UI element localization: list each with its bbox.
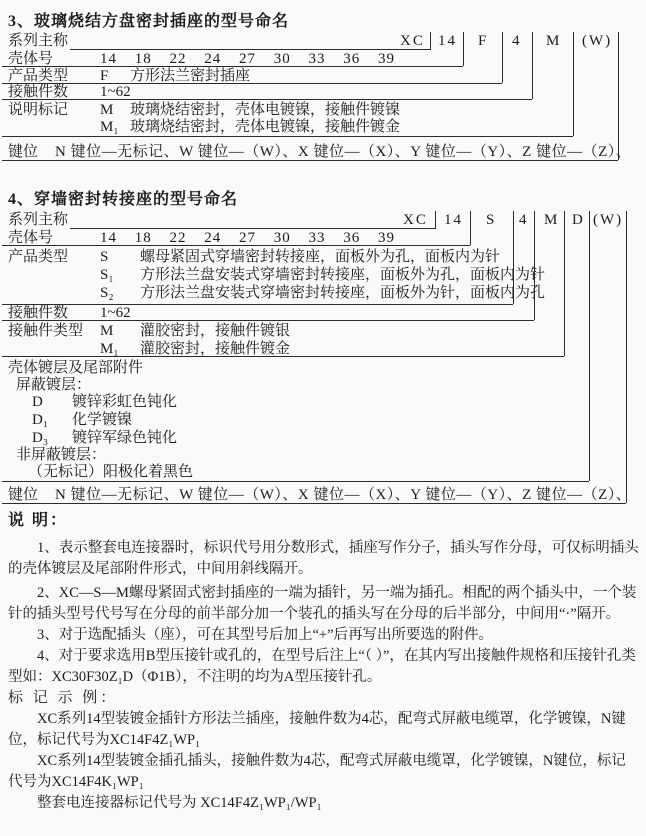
plating-block-label: 壳体镀层及尾部附件 bbox=[8, 360, 144, 376]
code-box-plating: D bbox=[572, 212, 585, 228]
row-ptype-label: 产品类型 bbox=[8, 249, 69, 265]
shield-plating-label: 屏蔽镀层： bbox=[16, 377, 92, 393]
row-contacts-value: 1~62 bbox=[100, 84, 131, 100]
code-box-count: 4 bbox=[519, 212, 529, 228]
row-shell-values: 14 18 22 24 27 30 33 36 39 bbox=[100, 230, 395, 246]
connector-hline bbox=[2, 356, 564, 357]
ctype-item-desc: 灌胶密封，接触件镀银 bbox=[140, 323, 291, 339]
connector-hline bbox=[2, 481, 589, 482]
connector-hline bbox=[2, 503, 626, 504]
connector-vline bbox=[470, 211, 471, 245]
row-series-label: 系列主称 bbox=[8, 33, 69, 49]
connector-vline bbox=[626, 211, 627, 503]
connector-hline bbox=[2, 83, 502, 84]
note-item: 4、对于要求选用B型压接针或孔的，在型号后注上“（ ）”，在其内写出接触件规格和压接针孔类型如：XC30F30Z₁D（Φ1B），不注明的均为A型压接针孔。 bbox=[8, 648, 636, 685]
connector-hline bbox=[2, 136, 573, 137]
connector-hline bbox=[2, 160, 618, 161]
row-keying-value: N 键位—无标记、W 键位—（W）、X 键位—（X）、Y 键位—（Y）、Z 键位—（Z）、 bbox=[55, 487, 632, 503]
connector-vline bbox=[618, 32, 619, 160]
row-series-label: 系列主称 bbox=[8, 212, 69, 228]
connector-vline bbox=[564, 211, 565, 356]
code-box-ctype: M bbox=[544, 212, 560, 228]
marking-item-code: M₁ bbox=[100, 119, 119, 135]
example-item: 整套电连接器标记代号为 XC14F4Z₁WP₁/WP₁ bbox=[37, 795, 322, 811]
row-ptype-code: F bbox=[100, 68, 109, 84]
connector-hline bbox=[2, 66, 463, 67]
row-keying-label: 键位 bbox=[8, 144, 39, 160]
section4-title: 4、穿墙密封转接座的型号命名 bbox=[8, 191, 239, 208]
connector-vline bbox=[534, 211, 535, 320]
connector-vline bbox=[430, 32, 431, 50]
nonshield-plating-desc: （无标记）阳极化着黑色 bbox=[28, 464, 194, 480]
ctype-item-code: M₁ bbox=[100, 341, 119, 357]
row-shell-label: 壳体号 bbox=[8, 51, 54, 67]
ptype-item-desc: 方形法兰盘安装式穿墙密封转接座，面板外为孔，面板内为针 bbox=[140, 267, 546, 283]
code-box-count: 4 bbox=[512, 33, 522, 49]
connector-vline bbox=[435, 211, 436, 229]
note-item: 2、XC—S—M螺母紧固式密封插座的一端为插针，另一端为插孔。相配的两个插头中，一个装针的插头型号代号写在分母的前半部分加一个装孔的插头写在分母的后半部分，中间用“·”隔开。 bbox=[8, 585, 637, 622]
connector-vline bbox=[589, 211, 590, 481]
ptype-item-desc: 方形法兰盘安装式穿墙密封转接座，面板外为针，面板内为孔 bbox=[140, 285, 546, 301]
row-shell-label: 壳体号 bbox=[8, 230, 54, 246]
plating-item-code: D₁ bbox=[32, 412, 49, 428]
ptype-item-code: S₂ bbox=[100, 285, 114, 301]
plating-item-code: D bbox=[32, 394, 43, 410]
plating-item-desc: 化学镀镍 bbox=[72, 412, 133, 428]
row-ptype-label: 产品类型 bbox=[8, 68, 69, 84]
connector-hline bbox=[70, 228, 435, 229]
row-contacts-label: 接触件数 bbox=[8, 84, 69, 100]
example-item: XC系列14型装镀金插孔插头，接触件数为4芯，配弯式屏蔽电缆罩，化学镀镍，N键位，标记代号为XC14F4K₁WP₁ bbox=[8, 753, 626, 790]
connector-hline bbox=[2, 245, 470, 246]
ctype-item-code: M bbox=[100, 323, 114, 339]
notes-section bbox=[8, 510, 640, 814]
notes-title: 说 明： bbox=[8, 512, 69, 529]
section3-title: 3、玻璃烧结方盘密封插座的型号命名 bbox=[8, 13, 290, 30]
connector-vline bbox=[573, 32, 574, 136]
connector-hline bbox=[2, 304, 513, 305]
row-ctype-label: 接触件类型 bbox=[8, 323, 84, 339]
connector-vline bbox=[532, 32, 533, 99]
note-item: 1、表示整套电连接器时，标识代号用分数形式，插座写作分子，插头写作分母，可仅标明插头的壳体镀层及尾部附件形式，中间用斜线隔开。 bbox=[8, 540, 639, 577]
ptype-item-code: S bbox=[100, 249, 109, 265]
connector-hline bbox=[2, 99, 532, 100]
ptype-item-desc: 螺母紧固式穿墙密封转接座，面板外为孔，面板内为针 bbox=[140, 249, 501, 265]
code-box-shell: 14 bbox=[444, 212, 463, 228]
code-box-series: XC bbox=[403, 212, 428, 228]
note-item: 3、对于选配插头（座），可在其型号后加上“+”后再写出所要选的附件。 bbox=[37, 627, 494, 643]
code-box-shell: 14 bbox=[438, 33, 457, 49]
code-box-keying: (W) bbox=[593, 212, 624, 228]
example-title: 标 记 示 例： bbox=[8, 690, 119, 706]
ctype-item-desc: 灌胶密封，接触件镀金 bbox=[140, 341, 291, 357]
example-item: XC系列14型装镀金插针方形法兰插座，接触件数为4芯，配弯式屏蔽电缆罩，化学镀镍，N键位，标记代号为XC14F4Z₁WP₁ bbox=[8, 711, 626, 748]
row-ptype-desc: 方形法兰密封插座 bbox=[130, 68, 251, 84]
connector-vline bbox=[463, 32, 464, 66]
code-box-keying: (W) bbox=[582, 33, 613, 49]
ptype-item-code: S₁ bbox=[100, 267, 114, 283]
connector-hline bbox=[2, 320, 534, 321]
code-box-series: XC bbox=[400, 33, 425, 49]
connector-vline bbox=[502, 32, 503, 83]
marking-item-desc: 玻璃烧结密封，壳体电镀镍，接触件镀金 bbox=[130, 119, 401, 135]
row-contacts-label: 接触件数 bbox=[8, 305, 69, 321]
row-keying-label: 键位 bbox=[8, 487, 39, 503]
code-box-ptype: F bbox=[478, 33, 489, 49]
code-box-marking: M bbox=[546, 33, 562, 49]
connector-vline bbox=[513, 211, 514, 304]
row-shell-values: 14 18 22 24 27 30 33 36 39 bbox=[100, 51, 395, 67]
plating-item-desc: 镀锌彩虹色钝化 bbox=[72, 394, 178, 410]
code-box-ptype: S bbox=[486, 212, 497, 228]
row-contacts-value: 1~62 bbox=[100, 305, 131, 321]
nonshield-plating-label: 非屏蔽镀层： bbox=[16, 447, 107, 463]
plating-item-code: D₃ bbox=[32, 430, 49, 446]
plating-item-desc: 镀锌军绿色钝化 bbox=[72, 430, 178, 446]
row-keying-value: N 键位—无标记、W 键位—（W）、X 键位—（X）、Y 键位—（Y）、Z 键位—（Z）、 bbox=[55, 144, 632, 160]
connector-hline bbox=[70, 49, 430, 50]
marking-item-code: M bbox=[100, 102, 114, 118]
marking-item-desc: 玻璃烧结密封，壳体电镀镍，接触件镀镍 bbox=[130, 102, 401, 118]
row-marking-label: 说明标记 bbox=[8, 102, 69, 118]
